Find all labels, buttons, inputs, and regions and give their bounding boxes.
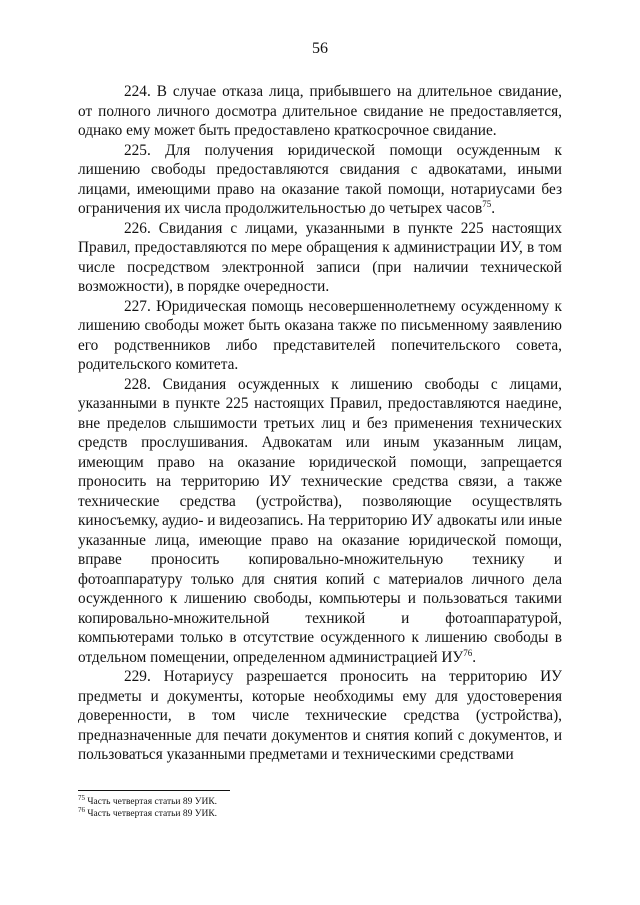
paragraph-text: 228. Свидания осужденных к лишению свободы с лицами, указанными в пункте 225 настоящих Правил, предоставляются наедине, вне пределов слышимости третьих лиц и без применения технических средств прослушивания. Адвокатам или иным указанным лицам, имеющим право на оказание юридической помощи, запрещается проносить на территорию ИУ технические средства связи, а также технические средства (устройства), позволяющие осуществлять киносъемку, аудио- и видеозапись. На территорию ИУ адвокаты или иные указанные лица, имеющие право на оказание юридической помощи, вправе проносить копировально-множительную технику и фотоаппаратуру только для снятия копий с материалов личного дела осужденного к лишению свободы, компьютеры и пользоваться такими копировально-множительной техникой и фотоаппаратурой, компьютерами только в отсутствие осужденного к лишению свободы в отдельном помещении, определенном администрацией ИУ [78,375,562,666]
footnote-76 [78,805,562,820]
footnote-text: Часть четвертая статьи 89 УИК. [87,809,218,819]
paragraph-text: 225. Для получения юридической помощи осужденным к лишению свободы предоставляются свидания с адвокатами, иными лицами, имеющими право на оказание такой помощи, нотариусами без ограничения их числа продолжительностью до четырех часов [78,141,562,217]
footnote-75 [78,793,562,808]
footnote-ref: 75 [482,198,492,209]
footnotes [78,793,562,820]
footnote-ref: 76 [463,647,473,658]
footnote-number: 75 [78,793,85,802]
paragraph-228: 228. Свидания осужденных к лишению свободы с лицами, указанными в пункте 225 настоящих Правил, предоставляются наедине, вне пределов слышимости третьих лиц и без применения технических средств прослушивания. Адвокатам или иным указанным лицам, имеющим право на оказание юридической помощи, запрещается проносить на территорию ИУ технические средства связи, а также технические средства (устройства), позволяющие осуществлять киносъемку, аудио- и видеозапись. На территорию ИУ адвокаты или иные указанные лица, имеющие право на оказание юридической помощи, вправе проносить копировально-множительную технику и фотоаппаратуру только для снятия копий с материалов личного дела осужденного к лишению свободы, компьютеры и пользоваться такими копировально-множительной техникой и фотоаппаратурой, компьютерами только в отсутствие осужденного к лишению свободы в отдельном помещении, определенном администрацией ИУ$^{76}$. [78,375,562,666]
paragraph-226 [78,219,562,297]
paragraph-227 [78,297,562,375]
footnote-text: Часть четвертая статьи 89 УИК. [87,797,218,807]
footnote-divider [78,790,230,791]
paragraph-229 [78,667,562,765]
paragraph-text: 226. Свидания с лицами, указанными в пункте 225 настоящих Правил, предоставляются по мере обращения к администрации ИУ, в том числе посредством электронной записи (при наличии технической возможности), в порядке очередности. [78,219,562,295]
page-number: 56 [312,40,328,57]
footnote-number: 76 [78,805,85,814]
paragraph-224 [78,82,562,141]
paragraph-text: 227. Юридическая помощь несовершеннолетнему осужденному к лишению свободы может быть оказана также по письменному заявлению его родственников либо представителей попечительского совета, родительского комитета. [78,297,562,373]
document-body [78,82,562,765]
paragraph-text: 229. Нотариусу разрешается проносить на территорию ИУ предметы и документы, которые необходимы ему для удостоверения доверенности, в том числе технические средства (устройства), предназначенные для печати документов и снятия копий с документов, и пользоваться указанными предметами и техническими средствами [78,668,562,763]
paragraph-text: 224. В случае отказа лица, прибывшего на длительное свидание, от полного личного досмотра длительное свидание не предоставляется, однако ему может быть предоставлено краткосрочное свидание. [78,83,562,139]
paragraph-225: 225. Для получения юридической помощи осужденным к лишению свободы предоставляются свидания с адвокатами, иными лицами, имеющими право на оказание такой помощи, нотариусами без ограничения их числа продолжительностью до четырех часов$^{75}$. [78,141,562,217]
